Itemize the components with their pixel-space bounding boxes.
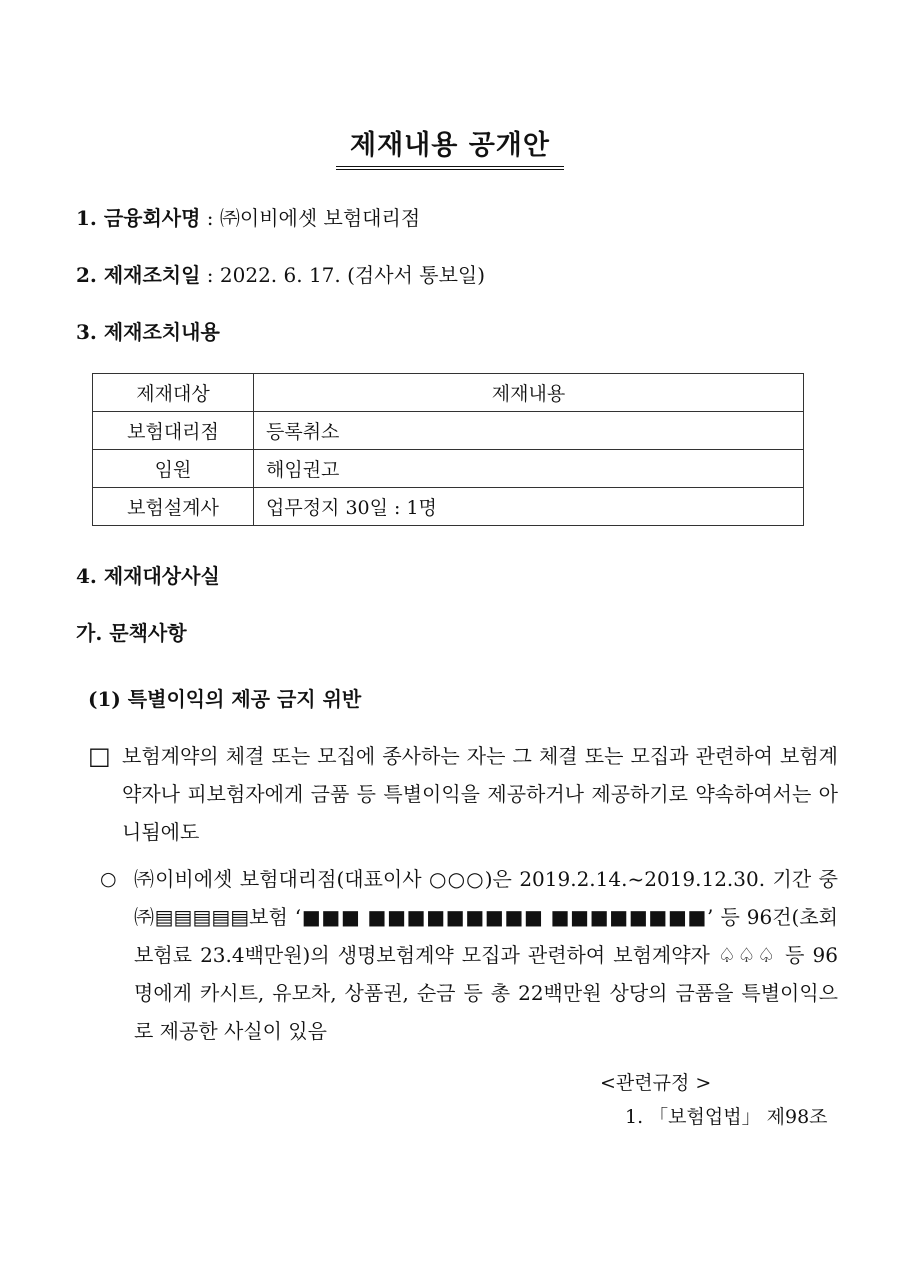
section-value: : 2022. 6. 17. (검사서 통보일) bbox=[200, 263, 486, 287]
table-header-target: 제재대상 bbox=[93, 374, 254, 412]
title-wrapper bbox=[0, 123, 900, 170]
table-cell-content: 해임권고 bbox=[254, 450, 804, 488]
regulation-item: 1. 「보험업법」 제98조 bbox=[625, 1106, 828, 1128]
table-row bbox=[93, 488, 804, 526]
table-cell-content: 업무정지 30일 : 1명 bbox=[254, 488, 804, 526]
table-cell-target: 임원 bbox=[93, 450, 254, 488]
section-reprimand bbox=[76, 617, 187, 646]
legal-basis-paragraph bbox=[88, 737, 838, 851]
table-row bbox=[93, 450, 804, 488]
table-header-row bbox=[93, 374, 804, 412]
section-label: 가. 문책사항 bbox=[76, 621, 187, 645]
section-label: 2. 제재조치일 bbox=[76, 263, 201, 287]
section-sanction-facts bbox=[76, 560, 220, 589]
section-label: 4. 제재대상사실 bbox=[76, 564, 220, 588]
table-row bbox=[93, 412, 804, 450]
section-sanction-date bbox=[76, 259, 485, 288]
sanction-table bbox=[92, 373, 804, 526]
section-sanction-details bbox=[76, 316, 220, 345]
section-label: 1. 금융회사명 bbox=[76, 206, 201, 230]
circle-bullet-icon: ○ bbox=[100, 868, 117, 890]
section-label: 3. 제재조치내용 bbox=[76, 320, 220, 344]
paragraph-text: ㈜이비에셋 보험대리점(대표이사 ○○○)은 2019.2.14.~2019.12.30. 기간 중 ㈜▤▤▤▤▤보험 ‘■■■ ■■■■■■■■■ ■■■■■■■■’ 등 96건(초회보험료 23.4백만원)의 생명보험계약 모집과 관련하여 보험계약자 ♤♤♤ 등 96명에게 카시트, 유모차, 상품권, 순금 등 총 22백만원 상당의 금품을 특별이익으로 제공한 사실이 있음 bbox=[134, 867, 838, 1043]
section-value: : ㈜이비에셋 보험대리점 bbox=[200, 206, 421, 230]
square-bullet-icon: □ bbox=[88, 742, 111, 770]
table-cell-target: 보험설계사 bbox=[93, 488, 254, 526]
table-cell-content: 등록취소 bbox=[254, 412, 804, 450]
paragraph-text: 보험계약의 체결 또는 모집에 종사하는 자는 그 체결 또는 모집과 관련하여 보험계약자나 피보험자에게 금품 등 특별이익을 제공하거나 제공하기로 약속하여서는 아니됨에도 bbox=[122, 744, 838, 844]
section-label: (1) 특별이익의 제공 금지 위반 bbox=[88, 687, 362, 711]
table-cell-target: 보험대리점 bbox=[93, 412, 254, 450]
violation-fact-paragraph bbox=[100, 860, 838, 1050]
section-violation-title bbox=[88, 683, 361, 712]
table-header-content: 제재내용 bbox=[254, 374, 804, 412]
page-title: 제재내용 공개안 bbox=[336, 123, 564, 170]
section-company-name bbox=[76, 202, 420, 231]
regulation-heading: <관련규정 > bbox=[600, 1072, 712, 1094]
